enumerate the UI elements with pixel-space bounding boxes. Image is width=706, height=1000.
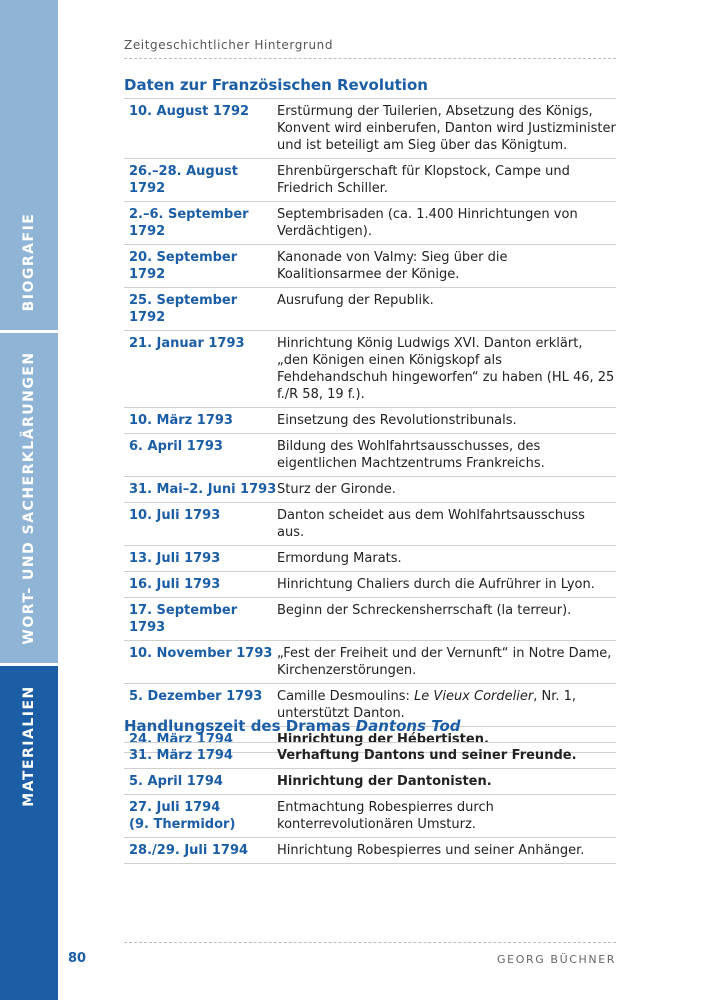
row-date: 31. Mai–2. Juni 1793 — [124, 477, 277, 503]
title-text: Handlungszeit des Dramas — [124, 717, 356, 735]
row-date: 17. September 1793 — [124, 598, 277, 641]
table-row — [124, 769, 616, 795]
timeline-table-drama — [124, 742, 616, 864]
row-event: Kanonade von Valmy: Sieg über die Koalitionsarmee der Könige. — [277, 245, 616, 288]
section-title-handlungszeit — [124, 717, 461, 735]
row-date: 20. September 1792 — [124, 245, 277, 288]
row-event: Einsetzung des Revolutionstribunals. — [277, 408, 616, 434]
table-row — [124, 99, 616, 159]
row-event: Ausrufung der Republik. — [277, 288, 616, 331]
row-date: 10. August 1792 — [124, 99, 277, 159]
row-event: Hinrichtung Robespierres und seiner Anhänger. — [277, 838, 616, 864]
tab-label: WORT- UND SACHERKLÄRUNGEN — [21, 351, 37, 645]
row-event: Hinrichtung König Ludwigs XVI. Danton erklärt, „den Königen einen Königskopf als Fehdehandschuh hingeworfen“ zu haben (HL 46, 25 f./R 58, 19 f.). — [277, 331, 616, 408]
table-row — [124, 838, 616, 864]
row-date: 10. März 1793 — [124, 408, 277, 434]
row-date: 5. April 1794 — [124, 769, 277, 795]
table-row — [124, 288, 616, 331]
row-date: 16. Juli 1793 — [124, 572, 277, 598]
footer-divider — [124, 942, 616, 943]
row-event: Hinrichtung Chaliers durch die Aufrührer in Lyon. — [277, 572, 616, 598]
row-date: 28./29. Juli 1794 — [124, 838, 277, 864]
row-date: 5. Dezember 1793 — [124, 684, 277, 727]
row-event: Bildung des Wohlfahrtsausschusses, des eigentlichen Machtzentrums Frankreichs. — [277, 434, 616, 477]
footer-author: GEORG BÜCHNER — [497, 953, 616, 966]
table-row — [124, 598, 616, 641]
table-row — [124, 572, 616, 598]
section-title-revolution: Daten zur Französischen Revolution — [124, 76, 428, 94]
table-row — [124, 477, 616, 503]
row-date: 31. März 1794 — [124, 743, 277, 769]
table-row — [124, 743, 616, 769]
row-event: Ermordung Marats. — [277, 546, 616, 572]
row-date: 24. März 1794 — [124, 727, 277, 753]
tab-label: MATERIALIEN — [21, 685, 37, 807]
row-event: Ehrenbürgerschaft für Klopstock, Campe und Friedrich Schiller. — [277, 159, 616, 202]
row-event: Sturz der Gironde. — [277, 477, 616, 503]
date-line: (9. Thermidor) — [129, 817, 236, 832]
row-date: 25. September 1792 — [124, 288, 277, 331]
table-row — [124, 202, 616, 245]
table-row — [124, 331, 616, 408]
header-divider — [124, 58, 616, 59]
table-row — [124, 434, 616, 477]
table-row — [124, 245, 616, 288]
table-row — [124, 795, 616, 838]
publication-title: Le Vieux Cordelier — [414, 689, 534, 704]
tab-wort-und-sacherklaerungen[interactable] — [0, 333, 58, 663]
row-event: Hinrichtung der Dantonisten. — [277, 769, 616, 795]
row-event: Verhaftung Dantons und seiner Freunde. — [277, 743, 616, 769]
event-text: Camille Desmoulins: — [277, 689, 415, 704]
row-date: 6. April 1793 — [124, 434, 277, 477]
page-number: 80 — [68, 951, 87, 966]
table-row — [124, 159, 616, 202]
row-event: Danton scheidet aus dem Wohlfahrtsausschuss aus. — [277, 503, 616, 546]
table-row — [124, 641, 616, 684]
row-event: Septembrisaden (ca. 1.400 Hinrichtungen von Verdächtigen). — [277, 202, 616, 245]
date-line: 27. Juli 1794 — [129, 800, 221, 815]
row-date — [124, 795, 277, 838]
table-row — [124, 546, 616, 572]
row-date: 10. November 1793 — [124, 641, 277, 684]
row-event: „Fest der Freiheit und der Vernunft“ in Notre Dame, Kirchenzerstörungen. — [277, 641, 616, 684]
row-date: 26.–28. August 1792 — [124, 159, 277, 202]
row-event: Erstürmung der Tuilerien, Absetzung des Königs, Konvent wird einberufen, Danton wird Justizminister und ist beteiligt am Sieg über das Königtum. — [277, 99, 616, 159]
row-event: Hinrichtung der Hébertisten. — [277, 727, 616, 753]
row-date: 13. Juli 1793 — [124, 546, 277, 572]
drama-title: Dantons Tod — [355, 717, 461, 735]
tab-materialien[interactable] — [0, 666, 58, 1000]
tab-biografie[interactable] — [0, 0, 58, 330]
row-date: 10. Juli 1793 — [124, 503, 277, 546]
sidebar — [0, 0, 58, 1000]
table-row — [124, 503, 616, 546]
tab-label: BIOGRAFIE — [21, 212, 37, 312]
running-head: Zeitgeschichtlicher Hintergrund — [124, 38, 334, 52]
table-row — [124, 408, 616, 434]
row-date: 2.–6. September 1792 — [124, 202, 277, 245]
row-event: Entmachtung Robespierres durch konterrevolutionären Umsturz. — [277, 795, 616, 838]
event-text: , Nr. 1, unterstützt Danton. — [277, 689, 577, 721]
row-event: Beginn der Schreckensherrschaft (la terreur). — [277, 598, 616, 641]
timeline-table-revolution — [124, 98, 616, 753]
row-date: 21. Januar 1793 — [124, 331, 277, 408]
